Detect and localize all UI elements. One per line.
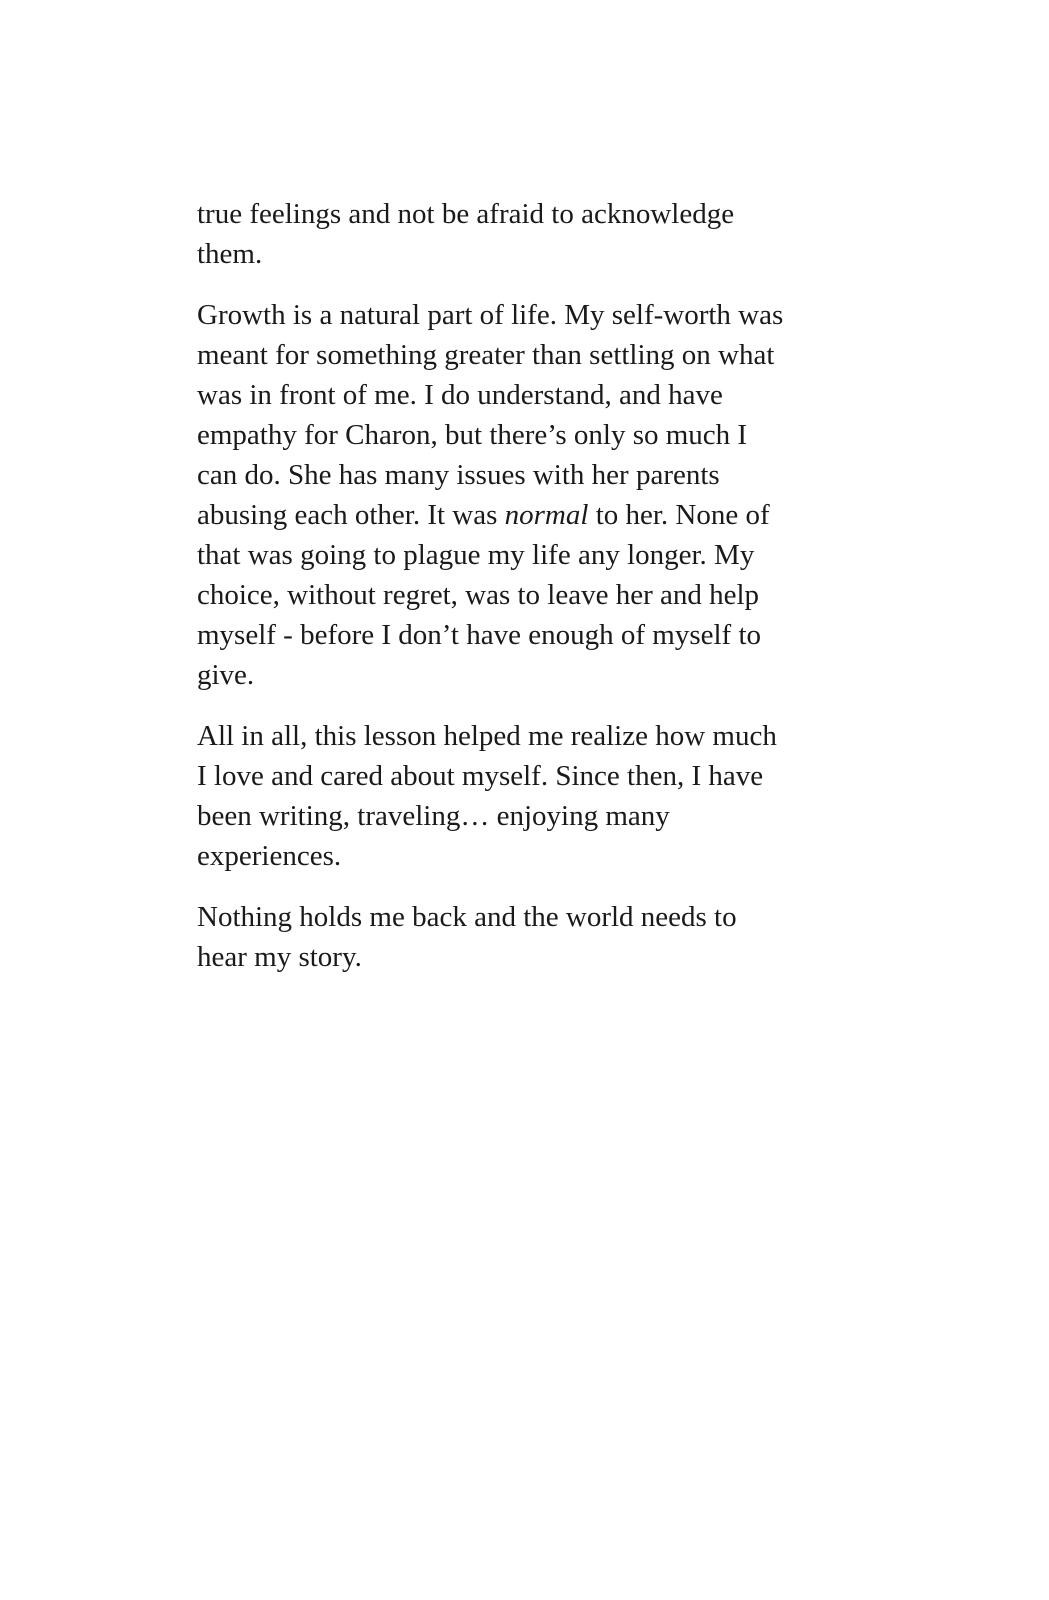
text-line: can do. She has many issues with her parents: [197, 459, 720, 491]
emphasized-word: normal: [504, 499, 589, 531]
paragraph-1: [197, 194, 842, 274]
text-line-with-emphasis: [197, 495, 842, 535]
text-line: choice, without regret, was to leave her and help: [197, 579, 760, 611]
text-line: Growth is a natural part of life. My self-worth was: [197, 299, 784, 331]
text-line: myself - before I don’t have enough of myself to: [197, 619, 761, 651]
text-line: been writing, traveling… enjoying many: [197, 800, 670, 832]
text-line: I love and cared about myself. Since then, I have: [197, 760, 764, 792]
paragraph-3: [197, 716, 842, 876]
text-line: meant for something greater than settling on what: [197, 339, 775, 371]
text-line: true feelings and not be afraid to acknowledge: [197, 198, 735, 230]
text-segment: abusing each other. It was: [197, 499, 505, 531]
text-line: experiences.: [197, 840, 342, 872]
text-line: All in all, this lesson helped me realize how much: [197, 720, 777, 752]
text-line: empathy for Charon, but there’s only so much I: [197, 419, 748, 451]
text-segment: to her. None of: [588, 499, 770, 531]
paragraph-2: [197, 295, 842, 695]
text-line: hear my story.: [197, 941, 362, 973]
text-line: was in front of me. I do understand, and have: [197, 379, 723, 411]
text-line: give.: [197, 659, 255, 691]
body-text: [197, 194, 842, 998]
text-line: Nothing holds me back and the world needs to: [197, 901, 737, 933]
text-line: that was going to plague my life any longer. My: [197, 539, 755, 571]
text-line: them.: [197, 238, 263, 270]
paragraph-4: [197, 897, 842, 977]
